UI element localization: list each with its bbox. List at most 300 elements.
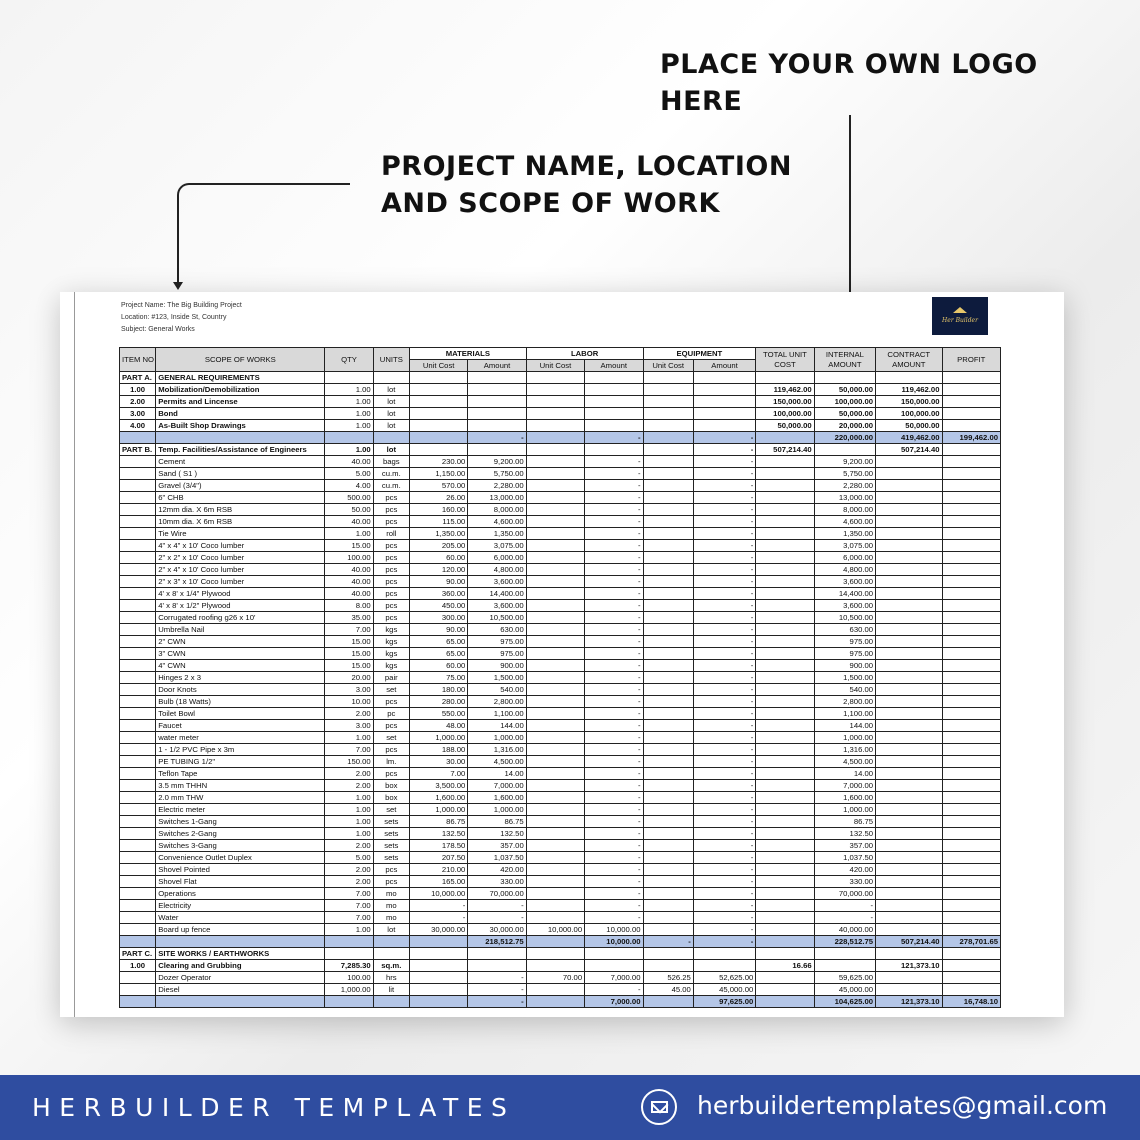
table-cell: 357.00 [814, 840, 875, 852]
table-cell [756, 708, 814, 720]
table-cell [693, 960, 755, 972]
table-cell: 100.00 [325, 972, 373, 984]
table-cell: 45.00 [643, 984, 693, 996]
table-cell [526, 480, 584, 492]
table-cell [876, 516, 942, 528]
table-cell: 1.00 [325, 528, 373, 540]
table-cell [756, 648, 814, 660]
table-row [120, 588, 1001, 600]
table-cell: 160.00 [409, 504, 467, 516]
table-row [120, 564, 1001, 576]
table-cell [156, 936, 325, 948]
table-cell: - [693, 504, 755, 516]
table-cell: - [693, 888, 755, 900]
table-cell: - [585, 480, 643, 492]
table-cell [526, 456, 584, 468]
table-cell: 228,512.75 [814, 936, 875, 948]
table-cell: 1.00 [325, 816, 373, 828]
table-cell: 144.00 [468, 720, 526, 732]
table-cell: bags [373, 456, 409, 468]
table-cell: 100,000.00 [756, 408, 814, 420]
table-cell [643, 744, 693, 756]
table-cell: - [693, 636, 755, 648]
table-cell [373, 372, 409, 384]
table-cell: - [585, 588, 643, 600]
table-cell: 7,000.00 [585, 996, 643, 1008]
table-cell [120, 732, 156, 744]
table-cell [325, 936, 373, 948]
table-cell: 1.00 [120, 960, 156, 972]
table-cell: sets [373, 828, 409, 840]
table-cell [120, 564, 156, 576]
table-cell: - [693, 900, 755, 912]
table-cell [876, 792, 942, 804]
table-cell [942, 492, 1001, 504]
table-cell [756, 720, 814, 732]
col-labor-amount: Amount [585, 360, 643, 372]
table-cell: pair [373, 672, 409, 684]
table-cell [942, 876, 1001, 888]
table-cell: 975.00 [468, 636, 526, 648]
table-cell: 14,400.00 [468, 588, 526, 600]
table-cell [876, 720, 942, 732]
table-cell [526, 828, 584, 840]
table-cell: - [693, 660, 755, 672]
table-cell: - [585, 780, 643, 792]
table-cell: 3,600.00 [468, 600, 526, 612]
table-cell: 207.50 [409, 852, 467, 864]
table-cell [876, 456, 942, 468]
table-cell: 3,600.00 [814, 600, 875, 612]
table-cell: 4,800.00 [468, 564, 526, 576]
table-cell [643, 468, 693, 480]
table-cell [876, 876, 942, 888]
table-cell [585, 420, 643, 432]
table-cell [814, 372, 875, 384]
table-cell: 570.00 [409, 480, 467, 492]
table-cell: 2.00 [120, 396, 156, 408]
table-cell: - [693, 528, 755, 540]
table-row [120, 552, 1001, 564]
table-cell [120, 540, 156, 552]
table-cell [643, 852, 693, 864]
table-cell: 7,285.30 [325, 960, 373, 972]
table-cell [643, 564, 693, 576]
table-cell: Dozer Operator [156, 972, 325, 984]
table-row [120, 960, 1001, 972]
table-cell [942, 504, 1001, 516]
table-row [120, 504, 1001, 516]
table-cell [876, 576, 942, 588]
col-total-unit-cost: TOTAL UNIT COST [756, 348, 814, 372]
table-row [120, 720, 1001, 732]
table-cell: 2,280.00 [814, 480, 875, 492]
table-row [120, 900, 1001, 912]
table-cell [942, 456, 1001, 468]
table-row [120, 840, 1001, 852]
table-cell [526, 768, 584, 780]
table-cell: Gravel (3/4") [156, 480, 325, 492]
table-cell [526, 708, 584, 720]
table-cell [942, 552, 1001, 564]
table-cell: 1.00 [325, 804, 373, 816]
table-cell: - [468, 912, 526, 924]
table-cell: - [585, 540, 643, 552]
table-cell [468, 408, 526, 420]
table-cell [643, 996, 693, 1008]
table-cell: 178.50 [409, 840, 467, 852]
table-cell [693, 948, 755, 960]
table-cell [643, 516, 693, 528]
table-cell: 526.25 [643, 972, 693, 984]
table-cell [643, 576, 693, 588]
table-cell: 507,214.40 [876, 936, 942, 948]
table-cell: 15.00 [325, 660, 373, 672]
table-cell: Faucet [156, 720, 325, 732]
table-cell: 220,000.00 [814, 432, 875, 444]
table-cell: Umbrella Nail [156, 624, 325, 636]
table-cell: 540.00 [814, 684, 875, 696]
table-cell: kgs [373, 624, 409, 636]
table-cell: PE TUBING 1/2" [156, 756, 325, 768]
table-cell [942, 720, 1001, 732]
table-cell [643, 456, 693, 468]
col-units: UNITS [373, 348, 409, 372]
table-cell [643, 888, 693, 900]
table-cell [120, 696, 156, 708]
table-cell [876, 768, 942, 780]
table-cell: 3.5 mm THHN [156, 780, 325, 792]
mail-icon [641, 1089, 677, 1125]
table-row [120, 684, 1001, 696]
table-cell: 45,000.00 [693, 984, 755, 996]
table-cell [756, 672, 814, 684]
table-cell: 1,150.00 [409, 468, 467, 480]
table-cell: As-Built Shop Drawings [156, 420, 325, 432]
table-cell: Switches 2-Gang [156, 828, 325, 840]
table-cell [643, 768, 693, 780]
table-cell [643, 756, 693, 768]
table-cell [120, 684, 156, 696]
table-cell [942, 636, 1001, 648]
table-cell [942, 672, 1001, 684]
table-cell [942, 948, 1001, 960]
col-item-no: ITEM NO [120, 348, 156, 372]
table-cell: lot [373, 444, 409, 456]
table-cell: 1,500.00 [814, 672, 875, 684]
table-cell [814, 960, 875, 972]
table-cell [876, 624, 942, 636]
table-cell: 4.00 [325, 480, 373, 492]
table-cell [120, 720, 156, 732]
table-cell: set [373, 732, 409, 744]
table-cell: - [585, 852, 643, 864]
company-logo [932, 297, 988, 335]
table-cell: - [468, 900, 526, 912]
table-cell: 2.00 [325, 840, 373, 852]
table-cell: set [373, 804, 409, 816]
table-cell: - [585, 888, 643, 900]
table-cell: Sand ( S1 ) [156, 468, 325, 480]
table-cell: - [585, 552, 643, 564]
table-cell: 180.00 [409, 684, 467, 696]
table-row [120, 372, 1001, 384]
table-cell: sets [373, 852, 409, 864]
table-cell: 2" CWN [156, 636, 325, 648]
table-cell [643, 732, 693, 744]
table-cell: - [585, 528, 643, 540]
col-contract-amount: CONTRACT AMOUNT [876, 348, 942, 372]
table-cell: - [585, 600, 643, 612]
table-cell [942, 816, 1001, 828]
table-cell: 50,000.00 [814, 408, 875, 420]
table-cell: pcs [373, 876, 409, 888]
table-cell: 2.00 [325, 864, 373, 876]
table-cell: roll [373, 528, 409, 540]
col-scope: SCOPE OF WORKS [156, 348, 325, 372]
table-cell [120, 792, 156, 804]
table-cell: 330.00 [468, 876, 526, 888]
table-cell [876, 948, 942, 960]
table-cell [942, 588, 1001, 600]
table-cell: 1.00 [325, 924, 373, 936]
estimate-table [119, 347, 1001, 1008]
table-row [120, 972, 1001, 984]
table-cell: - [585, 912, 643, 924]
col-materials-amount: Amount [468, 360, 526, 372]
table-cell [756, 684, 814, 696]
table-cell: Hinges 2 x 3 [156, 672, 325, 684]
col-labor-unit-cost: Unit Cost [526, 360, 584, 372]
table-cell [756, 588, 814, 600]
table-cell: 3,600.00 [814, 576, 875, 588]
table-cell: - [585, 732, 643, 744]
table-cell [643, 588, 693, 600]
table-cell [409, 996, 467, 1008]
header-row-1 [120, 348, 1001, 360]
table-row [120, 744, 1001, 756]
table-cell: 7.00 [325, 912, 373, 924]
table-cell [876, 612, 942, 624]
table-cell: - [693, 792, 755, 804]
table-cell: 120.00 [409, 564, 467, 576]
table-cell: - [585, 900, 643, 912]
table-row [120, 444, 1001, 456]
table-cell: 132.50 [409, 828, 467, 840]
table-cell [526, 780, 584, 792]
table-cell [409, 420, 467, 432]
table-cell [643, 408, 693, 420]
table-cell: 2" x 2" x 10' Coco lumber [156, 552, 325, 564]
table-cell [585, 408, 643, 420]
table-cell: 50,000.00 [814, 384, 875, 396]
table-cell: Water [156, 912, 325, 924]
brand-name: HERBUILDER TEMPLATES [32, 1093, 516, 1122]
col-equipment-unit-cost: Unit Cost [643, 360, 693, 372]
table-cell: lit [373, 984, 409, 996]
table-cell: Cement [156, 456, 325, 468]
table-cell [756, 852, 814, 864]
table-cell: 2,800.00 [468, 696, 526, 708]
table-cell: 10.00 [325, 696, 373, 708]
logo-text: Her Builder [942, 316, 978, 324]
table-cell [942, 732, 1001, 744]
table-cell [585, 372, 643, 384]
table-cell [409, 960, 467, 972]
table-cell [526, 852, 584, 864]
table-cell: 150,000.00 [756, 396, 814, 408]
table-cell [526, 804, 584, 816]
table-cell: 20.00 [325, 672, 373, 684]
table-cell [585, 396, 643, 408]
table-cell [120, 744, 156, 756]
table-cell [120, 456, 156, 468]
table-cell: - [693, 864, 755, 876]
table-cell: lot [373, 396, 409, 408]
table-cell [120, 924, 156, 936]
table-cell: - [693, 780, 755, 792]
table-cell [942, 888, 1001, 900]
table-cell [120, 516, 156, 528]
table-cell [643, 708, 693, 720]
table-cell: 630.00 [814, 624, 875, 636]
table-cell: 1,000.00 [468, 804, 526, 816]
project-callout: PROJECT NAME, LOCATION AND SCOPE OF WORK [381, 151, 792, 219]
table-cell [643, 636, 693, 648]
table-cell: 1.00 [325, 396, 373, 408]
table-cell [756, 948, 814, 960]
table-cell [120, 996, 156, 1008]
table-cell: 1,350.00 [468, 528, 526, 540]
table-cell: - [693, 804, 755, 816]
table-cell [942, 960, 1001, 972]
table-cell: - [693, 852, 755, 864]
table-cell [373, 996, 409, 1008]
logo-callout: PLACE YOUR OWN LOGO HERE [660, 49, 1038, 117]
table-cell [120, 624, 156, 636]
table-cell: pcs [373, 564, 409, 576]
table-cell: Tie Wire [156, 528, 325, 540]
table-cell: lot [373, 924, 409, 936]
table-cell: 4" CWN [156, 660, 325, 672]
table-cell: - [585, 984, 643, 996]
table-cell [643, 792, 693, 804]
table-cell: 75.00 [409, 672, 467, 684]
table-cell [156, 432, 325, 444]
table-row [120, 864, 1001, 876]
table-cell: - [585, 840, 643, 852]
table-cell [120, 840, 156, 852]
table-cell [942, 480, 1001, 492]
table-cell [942, 540, 1001, 552]
table-cell: 550.00 [409, 708, 467, 720]
table-cell: - [585, 876, 643, 888]
table-cell: 40.00 [325, 588, 373, 600]
col-labor: LABOR [526, 348, 643, 360]
table-cell [876, 852, 942, 864]
table-row [120, 624, 1001, 636]
table-row [120, 420, 1001, 432]
table-cell: 10,500.00 [468, 612, 526, 624]
table-cell [526, 936, 584, 948]
table-cell [526, 612, 584, 624]
table-cell [409, 444, 467, 456]
table-cell: Diesel [156, 984, 325, 996]
table-cell [876, 564, 942, 576]
table-cell [942, 792, 1001, 804]
table-cell [756, 732, 814, 744]
table-cell [643, 684, 693, 696]
table-cell: Shovel Flat [156, 876, 325, 888]
table-cell: 10,000.00 [585, 936, 643, 948]
col-equipment: EQUIPMENT [643, 348, 756, 360]
table-cell: - [468, 432, 526, 444]
table-cell [942, 564, 1001, 576]
table-cell [942, 780, 1001, 792]
table-cell [693, 408, 755, 420]
table-cell [876, 744, 942, 756]
table-cell: - [693, 444, 755, 456]
table-cell [756, 660, 814, 672]
table-cell [409, 984, 467, 996]
table-cell: 9,200.00 [814, 456, 875, 468]
table-cell: - [585, 744, 643, 756]
table-cell [756, 624, 814, 636]
table-cell: 115.00 [409, 516, 467, 528]
table-cell [756, 888, 814, 900]
table-cell [526, 984, 584, 996]
table-cell: kgs [373, 636, 409, 648]
table-cell [876, 888, 942, 900]
table-row [120, 888, 1001, 900]
table-cell [409, 384, 467, 396]
table-row [120, 456, 1001, 468]
table-cell: 60.00 [409, 552, 467, 564]
table-cell [526, 840, 584, 852]
table-cell: 900.00 [814, 660, 875, 672]
table-cell [876, 660, 942, 672]
table-cell [756, 996, 814, 1008]
table-row [120, 636, 1001, 648]
table-cell: lot [373, 384, 409, 396]
table-cell: 7.00 [325, 888, 373, 900]
table-cell [876, 672, 942, 684]
table-cell [409, 408, 467, 420]
table-cell [876, 600, 942, 612]
table-cell [643, 480, 693, 492]
table-cell [526, 420, 584, 432]
table-cell: - [693, 480, 755, 492]
table-cell [876, 828, 942, 840]
table-cell: - [693, 516, 755, 528]
table-cell [526, 660, 584, 672]
table-cell [643, 816, 693, 828]
table-cell: pcs [373, 588, 409, 600]
table-cell: lot [373, 420, 409, 432]
table-cell: - [585, 516, 643, 528]
table-cell [120, 492, 156, 504]
contact-email[interactable]: herbuildertemplates@gmail.com [697, 1091, 1108, 1120]
table-cell [876, 684, 942, 696]
table-cell: 119,462.00 [876, 384, 942, 396]
table-cell [942, 396, 1001, 408]
table-cell [526, 372, 584, 384]
table-cell: 132.50 [814, 828, 875, 840]
table-cell: sets [373, 840, 409, 852]
table-cell: 15.00 [325, 540, 373, 552]
table-cell: Permits and Lincense [156, 396, 325, 408]
table-cell [120, 636, 156, 648]
